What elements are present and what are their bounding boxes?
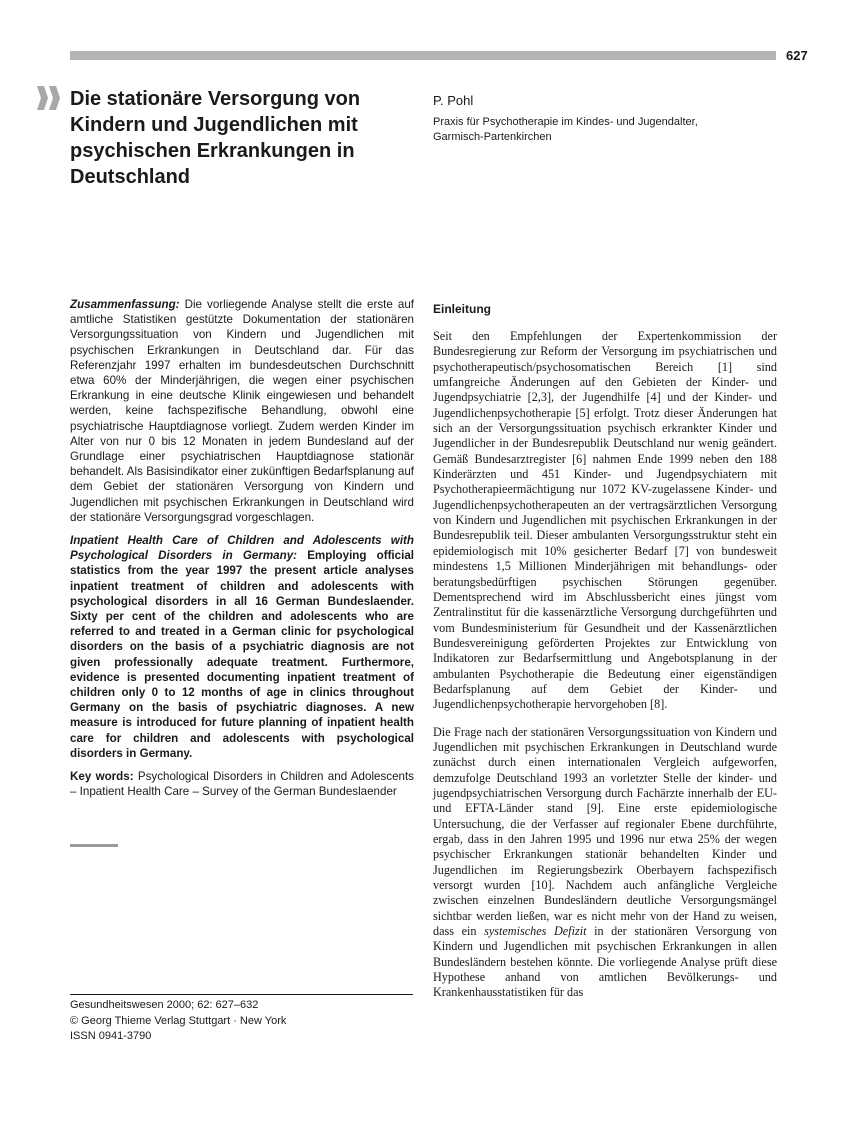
footer-rule xyxy=(70,994,413,995)
article-title: Die stationäre Versorgung von Kindern und Jugendlichen mit psychischen Erkrankungen in Deutschland xyxy=(70,88,361,188)
abstract-german xyxy=(70,297,414,525)
header-rule xyxy=(70,51,776,60)
affiliation-line: Garmisch-Partenkirchen xyxy=(433,131,552,143)
body-column xyxy=(433,329,777,1013)
abstract-english-label: Inpatient Health Care of Children and Adolescents with Psychological Disorders in Germany: xyxy=(70,534,414,563)
publisher-line: © Georg Thieme Verlag Stuttgart · New York xyxy=(70,1014,287,1027)
abstract-english xyxy=(70,533,414,761)
body-paragraph: Seit den Empfehlungen der Expertenkommission der Bundesregierung zur Reform der Versorgung im psychiatrischen und psychotherapeutisch/psychosomatischen Bereich [1] sind umfangreiche Änderungen auf den Gebieten der Kinder- und Jugendpsychiatrie [2,3], der Jugendhilfe [4] und der Kinder- und Jugendlichenpsychotherapie [5] erfolgt. Trotz dieser Änderungen hat sich an der Versorgungssituation psychisch erkrankter Kinder und Jugendlicher in der Bundesrepublik Deutschland nur wenig geändert. Gemäß Bundesarztregister [6] nahmen Ende 1999 neben den 188 Kinderärzten und 451 Kinder- und Jugendpsychiatern mit Psychotherapieermächtigung nur 1072 KV-zugelassene Kinder- und Jugendlichenpsychotherapeuten an der vertragsärztlichen Versorgung von Kindern und Jugendlichen mit psychischen Erkrankungen in der Bundesrepublik teil. Dieser ambulanten Versorgungsstruktur steht ein epidemiologisch mit 10% gesicherter Bedarf [7] von bundesweit mindestens 1,5 Millionen Minderjährigen mit behandlungs- oder beratungsbedürftigen psychischen Störungen gegenüber. Dementsprechend wird im Abschlussbericht eines jüngst vom Zentralinstitut für die kassenärztliche Versorgung durchgeführten und vom Bundesministerium für Gesundheit und der Kassenärztlichen Bundesvereinigung geförderten Projektes zur Entwicklung von Indikatoren zur Bedarfsermittlung und Angebotsplanung in der ambulanten Psychotherapie die Bedeutung einer eigenständigen Bedarfsplanung auf dem Gebiet der Kinder- und Jugendlichenpsychotherapie hervorgehoben [8]. xyxy=(433,329,777,712)
keywords xyxy=(70,769,414,799)
abstract-german-text: Die vorliegende Analyse stellt die erste auf amtliche Statistiken gestützte Dokumentation der stationären Versorgungssituation von Kindern und Jugendlichen mit psychischen Erkrankungen in Deutschland dar. Für das Referenzjahr 1997 erhalten im bundesdeutschen Durchschnitt etwa 60% der Minderjährigen, die wegen einer psychischen Erkrankung in eine deutsche Klinik eingewiesen und behandelt werden, keine fachspezifische Behandlung, obwohl eine psychiatrische Hauptdiagnose vorliegt. Zudem werden Kinder im Alter von nur 0 bis 12 Monaten in jedem Bundesland auf der Grundlage einer psychiatrischen Hauptdiagnose stationär behandelt. Als Basisindikator einer zukünftigen Bedarfsplanung auf dem Gebiet der stationären Versorgung von Kindern und Jugendlichen mit psychischen Erkrankungen in Deutschland wird der stationäre Versorgungsgrad vorgeschlagen. xyxy=(70,298,414,524)
abstract-end-rule xyxy=(70,844,118,847)
abstract-english-text: Employing official statistics from the year 1997 the present article analyses inpatient treatment of children and adolescents with psychological disorders in all 16 German Bundeslaender. Sixty per cent of the children and adolescents who are referred to and treated in a German clinic for psychological disorders on the basis of a psychiatric diagnosis are not given professionally adequate treatment. Furthermore, evidence is presented documenting inpatient treatment of children only 0 to 12 months of age in clinics throughout Germany on the basis of psychiatric diagnoses. A new measure is introduced for future planning of inpatient health care for children and adolescents with psychological disorders in Germany. xyxy=(70,549,414,760)
author-name: P. Pohl xyxy=(433,93,474,108)
body-text: Die Frage nach der stationären Versorgungssituation von Kindern und Jugendlichen mit psychischen Erkrankungen in Deutschland wurde zunächst durch einen internationalen Vergleich aufgeworfen, demzufolge Deutschland 1993 an vorletzter Stelle der kinder- und jugendpsychiatrischen Versorgung durch Fachärzte innerhalb der EU- und EFTA-Länder stand [9]. Eine erste epidemiologische Untersuchung, die der Verfasser auf regionaler Ebene durchführte, ergab, dass in den Jahren 1995 und 1996 nur etwa 25% der wegen psychischer Erkrankungen stationär behandelten Kinder und Jugendlichen im Regierungsbezirk Oberbayern fachspezifisch versorgt wurden [10]. Nachdem auch anfängliche Vergleiche zwischen einzelnen Bundesländern deutliche Versorgungsmängel sichtbar werden ließen, war es nicht mehr von der Hand zu weisen, dass ein xyxy=(433,724,777,939)
double-chevron-icon xyxy=(37,86,61,110)
issn-line: ISSN 0941-3790 xyxy=(70,1030,152,1042)
author-affiliation xyxy=(433,115,773,145)
abstract-column xyxy=(70,297,414,808)
citation-footer xyxy=(70,998,286,1045)
section-heading: Einleitung xyxy=(433,302,491,316)
abstract-german-label: Zusammenfassung: xyxy=(70,298,180,311)
affiliation-line: Praxis für Psychotherapie im Kindes- und Jugendalter, xyxy=(433,116,698,128)
emphasis-text: systemisches Defizit xyxy=(484,924,587,939)
citation-line: Gesundheitswesen 2000; 62: 627–632 xyxy=(70,999,259,1011)
body-paragraph xyxy=(433,725,777,1001)
body-text: in der stationären Versorgung von Kindern und Jugendlichen mit psychischen Erkrankungen in allen Bundesländern bestehen könnte. Die vorliegende Analyse prüft diese Hypothese anhand von amtlichen Bevölkerungs- und Krankenhausstatistiken für das xyxy=(433,924,778,1000)
page-number: 627 xyxy=(786,48,808,63)
keywords-label: Key words: xyxy=(70,770,134,784)
keywords-text: Psychological Disorders in Children and Adolescents – Inpatient Health Care – Survey of the German Bundeslaender xyxy=(70,770,414,799)
